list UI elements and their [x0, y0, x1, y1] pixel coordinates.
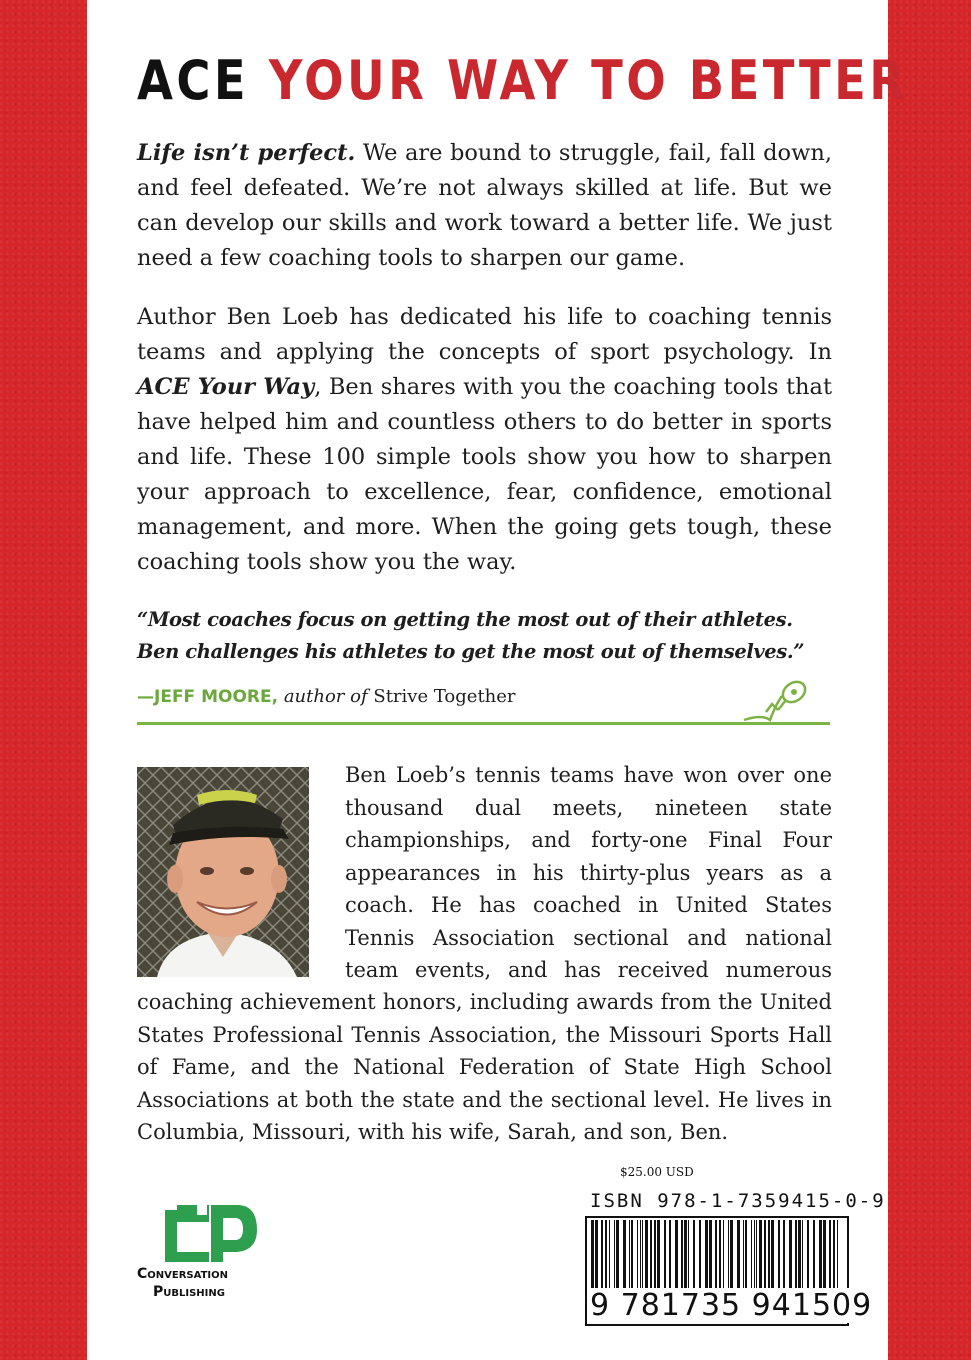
endorsement-attribution — [137, 682, 516, 712]
price-label: $25.00 USD — [620, 1165, 694, 1179]
barcode-bar — [756, 1220, 757, 1288]
barcode-bar — [743, 1220, 744, 1288]
barcode-bar — [819, 1220, 822, 1288]
barcode-bar — [699, 1220, 701, 1288]
barcode-bar — [629, 1220, 630, 1288]
barcode-bar — [675, 1220, 678, 1288]
barcode-bar — [813, 1220, 815, 1288]
barcode-bar — [783, 1220, 785, 1288]
barcode-bar — [764, 1220, 766, 1288]
barcode-bar — [723, 1220, 724, 1288]
title-part-rest: YOUR WAY TO BETTER — [268, 49, 909, 112]
barcode-bar — [837, 1220, 838, 1288]
barcode-bar — [798, 1220, 801, 1288]
about-text-a: Author Ben Loeb has dedicated his life to coaching tennis teams and applying the concepts of sport psychology. In — [137, 304, 832, 365]
barcode-bar — [614, 1220, 615, 1288]
barcode-bar — [657, 1220, 660, 1288]
barcode-bar — [623, 1220, 626, 1288]
barcode-bar — [719, 1220, 721, 1288]
bio-paragraph-bottom: coaching achievement honors, including awards from the United States Professional Tennis Association, the Missouri Sports Hall of Fame, and the National Federation of State High School Associations at both the state and the sectional level. He lives in Columbia, Missouri, with his wife, Sarah, and son, Ben. — [137, 990, 832, 1144]
barcode-bar — [669, 1220, 671, 1288]
endorser-book: Strive Together — [373, 686, 516, 707]
barcode-bar — [829, 1220, 831, 1288]
barcode-bar — [650, 1220, 652, 1288]
about-book-title: ACE Your Way — [137, 374, 315, 400]
author-photo-image — [137, 767, 309, 977]
barcode-bar — [807, 1220, 809, 1288]
author-photo — [137, 767, 309, 977]
barcode-bar — [823, 1220, 826, 1288]
publisher-line1: Conversation — [137, 1266, 228, 1282]
intro-emphasis: Life isn’t perfect. — [137, 140, 356, 166]
barcode-bar — [642, 1220, 643, 1288]
barcode-bar — [645, 1220, 648, 1288]
barcode-bar — [771, 1220, 774, 1288]
barcode-bar — [616, 1220, 619, 1288]
barcode-bar — [737, 1220, 740, 1288]
barcode-bar — [789, 1220, 792, 1288]
endorsement-quote: “Most coaches focus on getting the most out of their athletes. Ben challenges his athletes to get the most out of themselves.” — [137, 608, 805, 663]
barcode-bars — [587, 1218, 847, 1290]
barcode-bar — [591, 1220, 594, 1288]
barcode-bar — [730, 1220, 733, 1288]
barcode-bar — [754, 1220, 755, 1288]
publisher-line2: Publishing — [153, 1284, 225, 1300]
title-part-ace: ACE — [137, 49, 250, 112]
green-divider — [137, 722, 830, 725]
intro-paragraph — [137, 136, 832, 276]
barcode-bar — [684, 1220, 687, 1288]
barcode-bar — [693, 1220, 695, 1288]
barcode-bar — [664, 1220, 666, 1288]
barcode-bar — [631, 1220, 633, 1288]
isbn-label: ISBN 978-1-7359415-0-9 — [590, 1190, 886, 1212]
barcode-number: 9 781735 941509 — [590, 1288, 873, 1323]
barcode-bar — [795, 1220, 797, 1288]
barcode-bar — [759, 1220, 762, 1288]
barcode-bar — [640, 1220, 641, 1288]
barcode-bar — [609, 1220, 610, 1288]
barcode-bar — [595, 1220, 598, 1288]
barcode-bar — [654, 1220, 656, 1288]
about-text-b: , Ben shares with you the coaching tools that have helped him and countless others to do better in sports and life. These 100 simple tools show you how to sharpen your approach to excellence, fear, confidence, emotional management, and more. When the going gets tough, these coaching tools show you the way. — [137, 374, 832, 575]
barcode-bar — [715, 1220, 717, 1288]
endorser-role: author of — [283, 686, 368, 707]
barcode-bar — [709, 1220, 712, 1288]
bio-paragraph-top: Ben Loeb’s tennis teams have won over one thousand dual meets, nineteen state championships, and forty-one Final Four appearances in his thirty-plus years as a coach. He has coached in United States Tennis Association sectional and national team events, and has received numerous — [345, 763, 832, 982]
cover-title — [137, 48, 909, 114]
barcode-bar — [802, 1220, 803, 1288]
barcode-bar — [778, 1220, 780, 1288]
barcode-bar — [601, 1220, 603, 1288]
tennis-racket-icon — [742, 674, 814, 724]
endorser-name: —JEFF MOORE, — [137, 687, 279, 707]
barcode-bar — [833, 1220, 835, 1288]
about-paragraph — [137, 300, 832, 580]
barcode-bar — [751, 1220, 752, 1288]
intro-text: We are bound to struggle, fail, fall down, and feel defeated. We’re not always skilled at life. But we can develop our skills and work toward a better life. We just need a few coaching tools to sharpen our game. — [137, 140, 832, 271]
barcode-bar — [745, 1220, 747, 1288]
barcode-bar — [605, 1220, 607, 1288]
publisher-name — [137, 1265, 277, 1301]
barcode-bar — [705, 1220, 708, 1288]
barcode-bar — [768, 1220, 770, 1288]
barcode-bar — [728, 1220, 729, 1288]
barcode-bar — [681, 1220, 683, 1288]
barcode-bar — [688, 1220, 689, 1288]
barcode-bar — [637, 1220, 638, 1288]
